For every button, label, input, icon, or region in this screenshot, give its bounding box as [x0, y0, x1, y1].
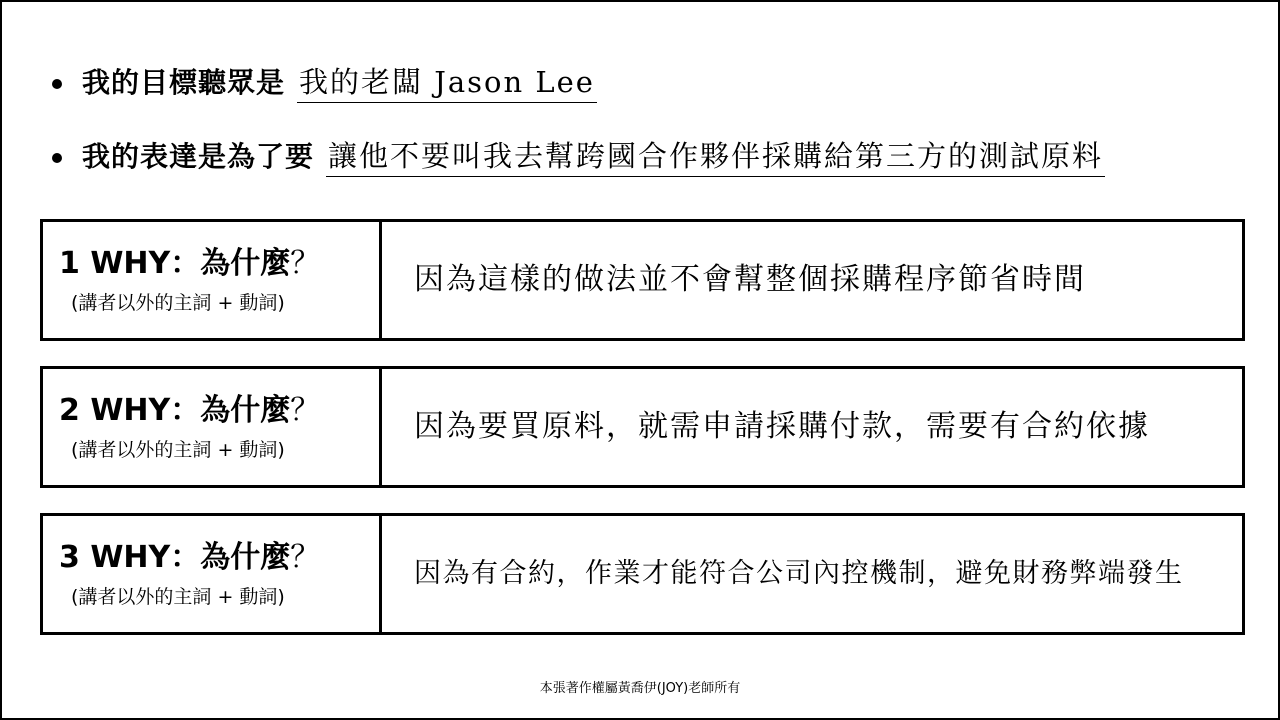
bullet-dot: [52, 153, 62, 163]
why-question-cell: [43, 369, 382, 485]
question-mark: ？: [290, 393, 321, 428]
audience-bullet: [52, 62, 597, 103]
question-mark: ？: [290, 246, 321, 281]
why-answer: 因為有合約，作業才能符合公司內控機制，避免財務弊端發生: [414, 558, 1184, 589]
why-box-3: [40, 513, 1245, 635]
question-mark: ？: [290, 540, 321, 575]
why-title-text: 3 WHY：為什麼: [59, 540, 291, 575]
purpose-label: 我的表達是為了要: [82, 140, 315, 173]
purpose-bullet: [52, 136, 1105, 177]
copyright-footer: 本張著作權屬黃喬伊(JOY)老師所有: [539, 681, 741, 696]
why-title-text: 1 WHY：為什麼: [59, 246, 291, 281]
why-answer-cell: [382, 369, 1242, 485]
why-title: [59, 538, 379, 578]
why-box-1: [40, 219, 1245, 341]
why-question-cell: [43, 222, 382, 338]
why-title: [59, 244, 379, 284]
why-answer: 因為要買原料，就需申請採購付款，需要有合約依據: [414, 409, 1150, 444]
why-answer: 因為這樣的做法並不會幫整個採購程序節省時間: [414, 262, 1086, 297]
why-answer-cell: [382, 516, 1242, 632]
why-subtitle: (講者以外的主詞 + 動詞): [71, 439, 285, 461]
why-box-2: [40, 366, 1245, 488]
why-subtitle: (講者以外的主詞 + 動詞): [71, 292, 285, 314]
why-answer-cell: [382, 222, 1242, 338]
why-question-cell: [43, 516, 382, 632]
why-title-text: 2 WHY：為什麼: [59, 393, 291, 428]
bullet-dot: [52, 79, 62, 89]
purpose-answer: 讓他不要叫我去幫跨國合作夥伴採購給第三方的測試原料: [326, 136, 1105, 177]
audience-label: 我的目標聽眾是: [82, 66, 286, 99]
why-subtitle: (講者以外的主詞 + 動詞): [71, 586, 285, 608]
why-title: [59, 391, 379, 431]
audience-answer: 我的老闆 Jason Lee: [297, 62, 597, 103]
